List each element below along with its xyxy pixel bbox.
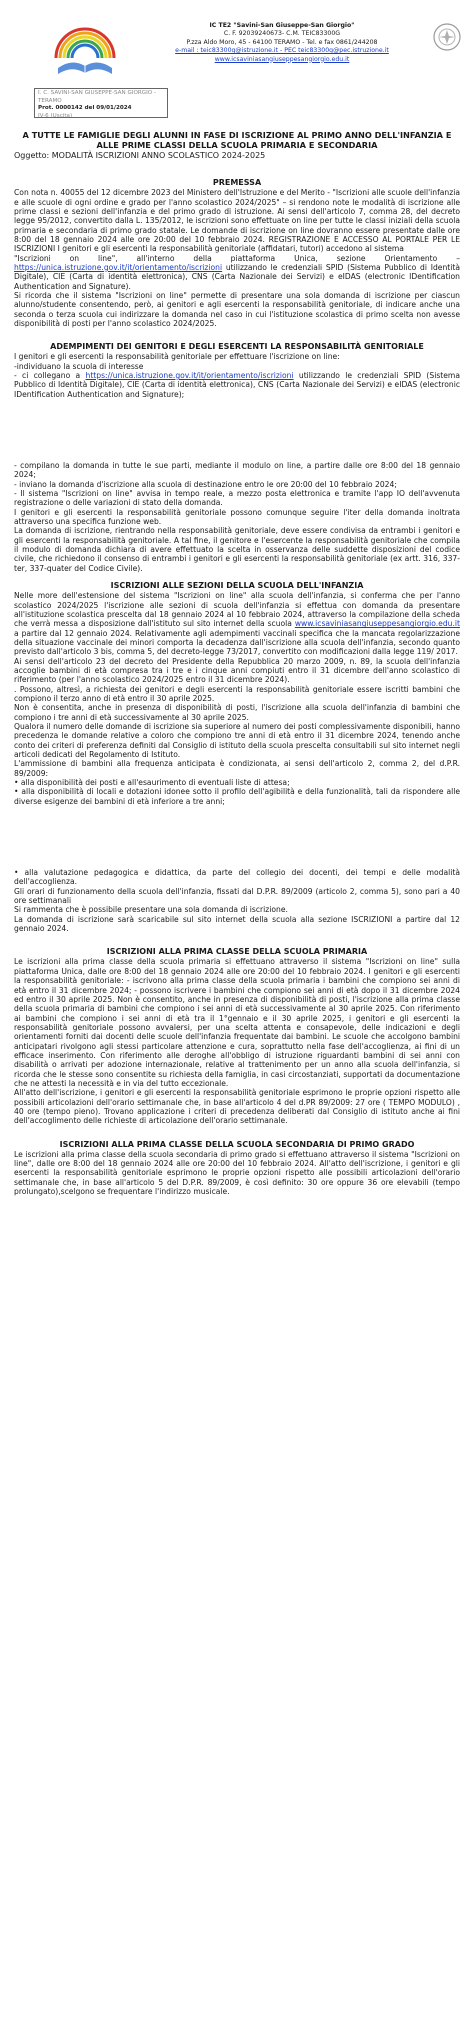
primaria-paragraph: Le iscrizioni alla prima classe della scuola primaria si effettuano attraverso il sistema "Iscrizioni on line" sulla piattaforma Unica, dalle ore 8:00 del 18 gennaio 2024 alle ore 20:00 del 10 febbraio 2024. I genitori e gli esercenti la responsabilità genitoriale: - iscrivono alla prima classe della scuola primaria i bambini che compiono sei anni di età entro il 31 dicembre 2024; - possono iscrivere i bambini che compiono sei anni di età dopo il 31 dicembre 2024 ed entro il 30 aprile 2025. Non è consentito, anche in presenza di disponibilità di posti, l'iscrizione alla prima classe della scuola primaria di bambini che compiono i sei anni di età successivamente al 30 aprile 2025. Con riferimento ai bambini che compiono i sei anni di età tra il 1°gennaio e il 30 aprile 2025, i genitori e gli esercenti la responsabilità genitoriale possono avvalersi, per una scelta attenta e consapevole, delle indicazioni e degli orientamenti forniti dai docenti delle scuole dell'infanzia frequentate dai bambini. Le scuole che accolgono bambini anticipatari rivolgono agli stessi particolare attenzione e cura, soprattutto nella fase dell'accoglienza, ai fini di un efficace inserimento. Con riferimento alle deroghe all'obbligo di istruzione riguardanti bambini di sei anni con disabilità o arrivati per adozione internazionale, relative al trattenimento per un anno alla scuola dell'infanzia, si ricorda che le stesse sono consentite su richiesta della famiglia, in casi circostanziati, supportati da documentazione che ne attesti la necessità e in via del tutto eccezionale. [14, 957, 460, 1088]
primaria-heading: ISCRIZIONI ALLA PRIMA CLASSE DELLA SCUOLA PRIMARIA [106, 947, 368, 957]
primaria-paragraph: All'atto dell'iscrizione, i genitori e gli esercenti la responsabilità genitoriale esprimono le proprie opzioni rispetto alle possibili articolazioni dell'orario settimanale che, in base all'articolo 4 del d.PR 89/2009: 27 ore ( TEMPO MODULO) , 40 ore (tempo pieno). Trovano applicazione i criteri di precedenza deliberati dal Consiglio di istituto anche ai fini dell'accoglimento delle richieste di articolazione dell'orario settimanale. [14, 1088, 460, 1126]
school-crest-icon [432, 22, 462, 52]
adempimenti-item: -individuano la scuola di interesse [14, 361, 144, 371]
adempimenti-paragraph: La domanda di iscrizione, rientrando nella responsabilità genitoriale, deve essere condivisa da entrambi i genitori e gli esercenti la responsabilità genitoriale. A tal fine, il genitore e l'esercente la responsabilità genitoriale che compila il modulo di domanda dichiara di avere effettuato la scelta in osservanza delle suddette disposizioni del codice civile, che richiedono il consenso di entrambi i genitori e gli esercenti la responsabilità genitoriale (ex artt. 316, 337-ter, 337-quater del Codice Civile). [14, 526, 460, 573]
adempimenti-item: - compilano la domanda in tutte le sue parti, mediante il modulo on line, a partire dalle ore 8:00 del 18 gennaio 2024; [14, 461, 460, 480]
school-codes: C. F. 92039240673- C.M. TEIC83300G [223, 30, 341, 38]
document-subject: Oggetto: MODALITÀ ISCRIZIONI ANNO SCOLASTICO 2024-2025 [14, 150, 266, 160]
premessa-access-text: "Iscrizioni on line", all'interno della piattaforma Unica, sezione Orientamento – [14, 253, 460, 263]
iscrizioni-portal-link[interactable]: https://unica.istruzione.gov.it/it/orientamento/iscrizioni [14, 262, 223, 272]
infanzia-paragraph: L'ammissione di bambini alla frequenza anticipata è condizionata, ai sensi dell'articolo 2, comma 2, del d.P.R. 89/2009: [14, 759, 460, 778]
school-website-link[interactable]: www.icsaviniasangiuseppesangiorgio.edu.it [294, 619, 460, 629]
premessa-heading: PREMESSA [212, 178, 262, 188]
adempimenti-paragraph: I genitori e gli esercenti la responsabilità genitoriale possono comunque seguire l'iter della domanda inoltrata attraverso una specifica funzione web. [14, 507, 460, 527]
infanzia-paragraph: Si rammenta che è possibile presentare una sola domanda di iscrizione. [14, 905, 288, 915]
school-contact-block [132, 22, 432, 64]
adempimenti-item: - Il sistema "Iscrizioni on line" avvisa in tempo reale, a mezzo posta elettronica e tramite l'app IO dell'avvenuta registrazione o delle variazioni di stato della domanda. [14, 489, 460, 508]
school-email-link[interactable]: e-mail : teic83300g@istruzione.it - PEC teic83300g@pec.istruzione.it [175, 47, 389, 55]
infanzia-heading: ISCRIZIONI ALLE SEZIONI DELLA SCUOLA DELL'INFANZIA [110, 581, 364, 591]
premessa-paragraph: Con nota n. 40055 del 12 dicembre 2023 del Ministero dell'Istruzione e del Merito - "Iscrizioni alle scuole dell'infanzia e alle scuole di ogni ordine e grado per l'anno scolastico 2024/2025" – si rendono note le modalità di iscrizione alle prime classi e sezioni dell'infanzia e del primo grado di istruzione. Ai sensi dell'articolo 7, comma 28, del decreto legge 95/2012, convertito dalla L. 135/2012, le iscrizioni sono effettuate on line per tutte le classi iniziali della scuola primaria e secondaria di primo grado statale. Le domande di iscrizione on line dovranno essere presentate dalle ore 8:00 del 18 gennaio 2024 alle ore 20:00 del 10 febbraio 2024. REGISTRAZIONE E ACCESSO AL PORTALE PER LE ISCRIZIONI I genitori e gli esercenti la responsabilità genitoriale (affidatari, tutori) accedono al sistema [14, 188, 460, 254]
secondaria-paragraph: Le iscrizioni alla prima classe della scuola secondaria di primo grado si effettuano attraverso il sistema "Iscrizioni on line", dalle ore 8:00 del 18 gennaio 2024 alle ore 20:00 del 10 febbraio 2024. All'atto dell'iscrizione, i genitori e gli esercenti la responsabilità genitoriale esprimono le proprie opzioni rispetto alle possibili articolazioni dell'orario settimanale che, in base all'articolo 5 del D.P.R. 89/2009, è così definito: 30 ore oppure 36 ore elevabili (tempo prolungato),scelgono se frequentare l'indirizzo musicale. [14, 1149, 460, 1197]
adempimenti-item [14, 371, 460, 399]
secondaria-heading: ISCRIZIONI ALLA PRIMA CLASSE DELLA SCUOLA SECONDARIA DI PRIMO GRADO [59, 1139, 415, 1149]
adempimenti-item-text: - ci collegano a [14, 371, 86, 380]
iscrizioni-portal-link[interactable]: https://unica.istruzione.gov.it/it/orientamento/iscrizioni [85, 371, 294, 380]
infanzia-bullet: • alla disponibilità dei posti e all'esaurimento di eventuali liste di attesa; [14, 778, 290, 788]
infanzia-paragraph: Ai sensi dell'articolo 23 del decreto del Presidente della Repubblica 20 marzo 2009, n. 89, la scuola dell'infanzia accoglie bambini di età compresa tra i tre e i cinque anni compiuti entro il 31 dicembre dell'anno scolastico di riferimento (per l'anno scolastico 2024/2025 entro il 31 dicembre 2024). [14, 656, 460, 685]
adempimenti-heading: ADEMPIMENTI DEI GENITORI E DEGLI ESERCENTI LA RESPONSABILITÀ GENITORIALE [50, 342, 424, 352]
infanzia-paragraph [14, 591, 460, 656]
infanzia-bullet: • alla disponibilità di locali e dotazioni idonee sotto il profilo dell'agibilità e della funzionalità, tali da rispondere alle diverse esigenze dei bambini di età inferiore a tre anni; [14, 787, 460, 806]
infanzia-text: a partire dal 12 gennaio 2024. Relativamente agli adempimenti vaccinali specifica che la mancata regolarizzazione della situazione vaccinale dei minori comporta la decadenza dall'iscrizione alla scuola dell'infanzia, secondo quanto previsto dall'articolo 3 bis, comma 5, del decreto-legge 73/2017, convertito con modificazioni dalla legge 119/ 2017. [14, 628, 460, 657]
protocol-number: Prot. 0000142 del 09/01/2024 [38, 105, 132, 112]
adempimenti-item: - inviano la domanda d'iscrizione alla scuola di destinazione entro le ore 20:00 del 10 febbraio 2024; [14, 479, 397, 489]
infanzia-paragraph: Non è consentita, anche in presenza di disponibilità di posti, l'iscrizione alla scuola dell'infanzia di bambini che compiono i tre anni di età successivamente al 30 aprile 2025. [14, 703, 460, 722]
protocol-classification: IV-6 (Uscita) [38, 112, 73, 119]
infanzia-paragraph: La domanda di iscrizione sarà scaricabile sul sito internet della scuola alla sezione ISCRIZIONI a partire dal 12 gennaio 2024. [14, 914, 460, 934]
document-title: A TUTTE LE FAMIGLIE DEGLI ALUNNI IN FASE DI ISCRIZIONE AL PRIMO ANNO DELL'INFANZIA E ALLE PRIME CLASSI DELLA SCUOLA PRIMARIA E SECONDARIA [22, 130, 452, 151]
premessa-credentials-text: utilizzando le credenziali SPID (Sistema Pubblico di Identità Digitale), CIE (Carta di identità elettronica), CNS (Carta Nazionale dei Servizi) e eIDAS (electronic IDentification Authentication and Signature). [14, 262, 460, 291]
protocol-institute: I. C. SAVINI-SAN GIUSEPPE-SAN GIORGIO - TERAMO [38, 90, 156, 104]
infanzia-bullet: • alla valutazione pedagogica e didattica, da parte del collegio dei docenti, dei tempi e delle modalità dell'accoglienza. [14, 868, 460, 887]
infanzia-paragraph: Qualora il numero delle domande di iscrizione sia superiore al numero dei posti complessivamente disponibili, hanno precedenza le domande relative a coloro che compiono tre anni di età entro il 31 dicembre 2024, tenendo anche conto dei criteri di preferenza definiti dal Consiglio di istituto della scuola prescelta consultabili sul sito internet negli articoli dedicati del Regolamento di Istituto. [14, 721, 460, 759]
school-website-link[interactable]: www.icsaviniasangiuseppesangiorgio.edu.it [214, 55, 350, 63]
adempimenti-intro: I genitori e gli esercenti la responsabilità genitoriale per effettuare l'iscrizione on line: [14, 352, 340, 362]
infanzia-text: Nelle more dell'estensione del sistema "Iscrizioni on line" alla scuola dell'infanzia, si conferma che per l'anno scolastico 2024/2025 l'iscrizione alle sezioni di scuola dell'infanzia si effettua con domanda da presentare all'istituzione scolastica prescelta dal 18 gennaio 2024 al 10 febbraio 2024, attraverso la compilazione della scheda che verrà messa a disposizione dall'istituto sul sito internet della scuola [14, 591, 460, 629]
school-address: P.zza Aldo Moro, 45 - 64100 TERAMO - Tel. e fax 0861/244208 [186, 38, 378, 46]
infanzia-paragraph: . Possono, altresì, a richiesta dei genitori e degli esercenti la responsabilità genitoriale essere iscritti bambini che compiono il terzo anno di età entro il 30 aprile 2025. [14, 684, 460, 703]
rainbow-book-logo-icon [50, 18, 120, 82]
premessa-access-paragraph [14, 254, 460, 291]
protocol-stamp [34, 88, 168, 118]
adempimenti-item-text: utilizzando le credenziali SPID (Sistema Pubblico di Identità Digitale), CIE (Carta di identità elettronica), CNS (Carta Nazionale dei Servizi) e eIDAS (electronic IDentification Authentication and Signature); [14, 371, 460, 399]
letter-body [14, 130, 460, 1196]
school-name: IC TE2 "Savini-San Giuseppe-San Giorgio" [209, 22, 355, 29]
infanzia-paragraph: Gli orari di funzionamento della scuola dell'infanzia, fissati dal D.P.R. 89/2009 (articolo 2, comma 5), sono pari a 40 ore settimanali [14, 886, 460, 906]
premessa-note-paragraph: Si ricorda che il sistema "Iscrizioni on line" permette di presentare una sola domanda di iscrizione per ciascun alunno/studente consentendo, però, ai genitori e agli esercenti la responsabilità genitoriale, di indicare anche una seconda o terza scuola cui indirizzare la domanda nel caso in cui l'istituzione scolastica di primo scelta non avesse disponibilità di posti per l'anno scolastico 2024/2025. [14, 290, 460, 328]
